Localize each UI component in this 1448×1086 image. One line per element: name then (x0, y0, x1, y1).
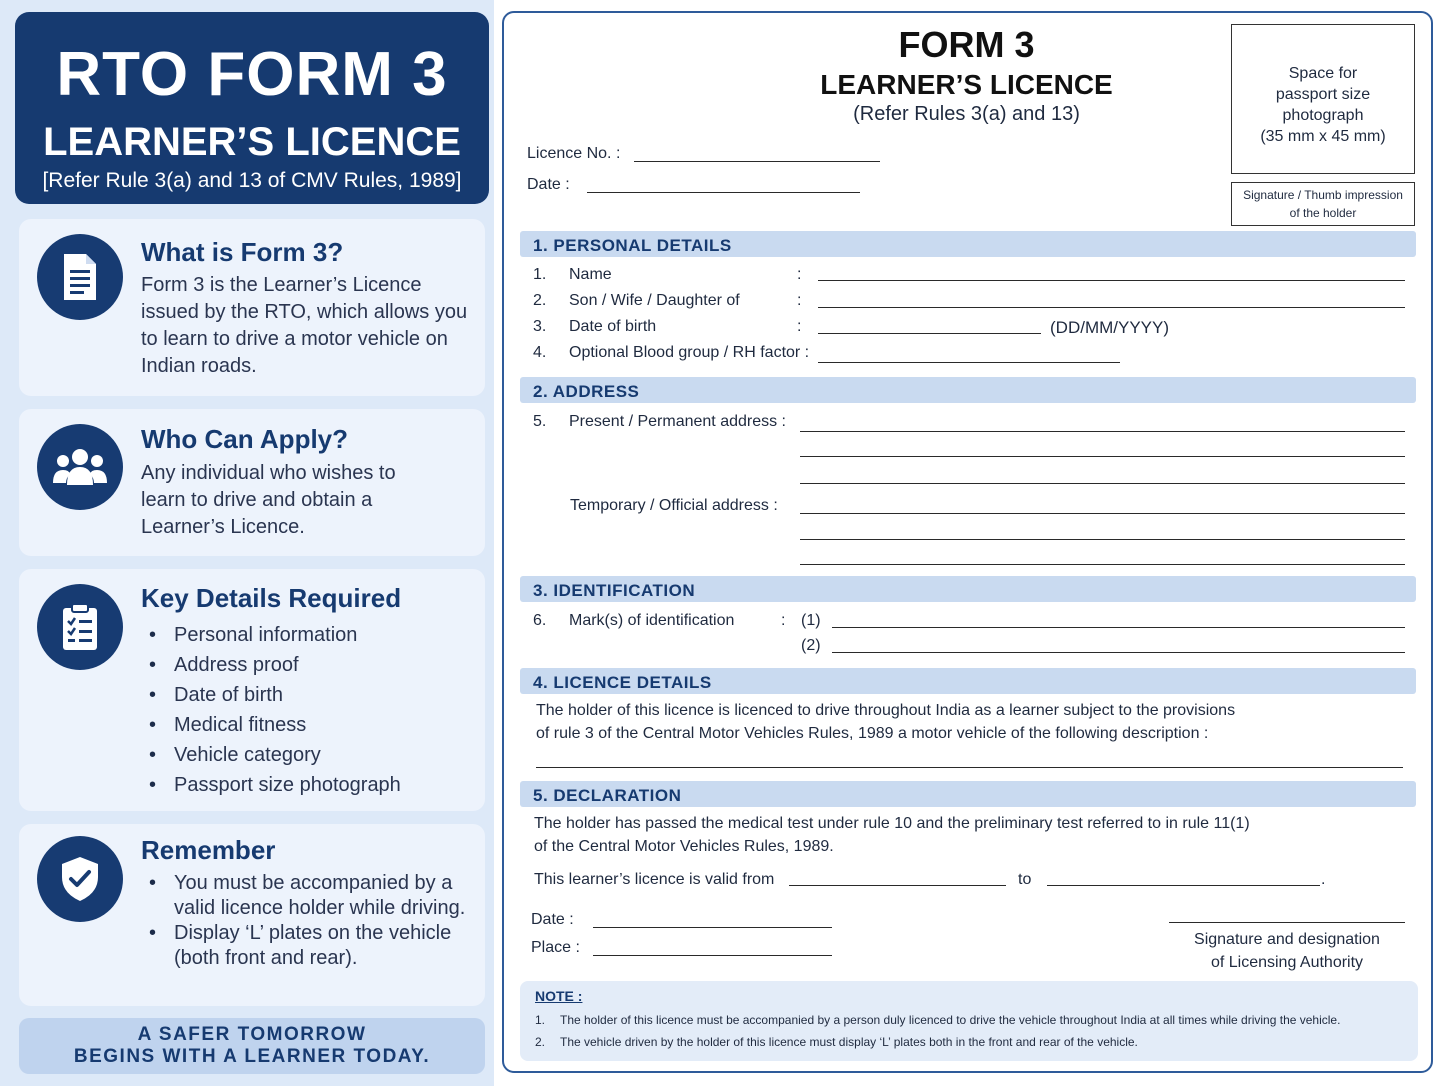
signature-text: of the holder (1289, 206, 1357, 220)
valid-to-field[interactable] (1047, 885, 1320, 886)
parent-label: Son / Wife / Daughter of (569, 292, 740, 309)
dob-format-hint: (DD/MM/YYYY) (1050, 318, 1169, 337)
temporary-address-line-1[interactable] (800, 513, 1405, 514)
mark-2-label: (2) (801, 637, 821, 654)
temporary-address-line-2[interactable] (800, 539, 1405, 540)
section-title: 3. IDENTIFICATION (533, 581, 696, 600)
note-text: The vehicle driven by the holder of this licence must display ‘L’ plates both in the front and rear of the vehicle. (560, 1035, 1138, 1049)
colon: : (797, 266, 802, 283)
vehicle-description-field[interactable] (536, 767, 1403, 768)
photo-text: passport size (1275, 86, 1371, 103)
mark-2-field[interactable] (832, 652, 1405, 653)
date-label: Date : (527, 176, 570, 193)
present-address-line-2[interactable] (800, 456, 1405, 457)
list-item: • Passport size photograph (149, 774, 401, 804)
declaration-date-field[interactable] (593, 927, 832, 928)
note-number: 2. (535, 1035, 546, 1049)
field-number: 6. (533, 612, 547, 629)
what-card (19, 219, 485, 396)
photo-text: (35 mm x 45 mm) (1260, 128, 1386, 145)
tagline-line-1: A SAFER TOMORROW (137, 1024, 367, 1045)
declaration-date-label: Date : (531, 911, 574, 928)
people-icon (37, 424, 123, 510)
dob-label: Date of birth (569, 318, 657, 335)
list-item: • Medical fitness (149, 714, 401, 744)
list-item: • Address proof (149, 654, 401, 684)
name-field[interactable] (818, 280, 1405, 281)
note-box (520, 981, 1418, 1061)
photo-box (1231, 24, 1415, 174)
rule-reference: [Refer Rule 3(a) and 13 of CMV Rules, 1989] (42, 169, 462, 192)
licence-text: The holder of this licence is licenced to drive throughout India as a learner subject to the provisions (536, 702, 1236, 719)
place-label: Place : (531, 939, 580, 956)
colon: : (797, 292, 802, 309)
photo-text: photograph (1282, 107, 1364, 124)
main-subtitle: LEARNER’S LICENCE (43, 120, 461, 164)
present-address-label: Present / Permanent address : (569, 413, 786, 430)
authority-label: of Licensing Authority (1210, 954, 1364, 971)
section-title: 1. PERSONAL DETAILS (533, 236, 732, 255)
section-title: 5. DECLARATION (533, 786, 682, 805)
dob-field[interactable] (818, 333, 1041, 334)
declaration-text: The holder has passed the medical test under rule 10 and the preliminary test referred to in rule 11(1) (534, 815, 1250, 832)
main-title: RTO FORM 3 (56, 40, 448, 109)
list-item: • You must be accompanied by a valid licence holder while driving. (149, 871, 469, 921)
title-banner (15, 12, 489, 204)
mark-1-field[interactable] (832, 627, 1405, 628)
blood-group-field[interactable] (818, 362, 1120, 363)
present-address-line-1[interactable] (800, 431, 1405, 432)
info-panel (0, 0, 494, 1086)
colon: : (781, 612, 786, 629)
form-3-document (502, 11, 1433, 1073)
what-text: Form 3 is the Learner’s Licence issued by the RTO, which allows you to learn to drive a motor vehicle on Indian roads. (141, 274, 468, 377)
licence-no-field[interactable] (634, 161, 880, 162)
temporary-address-line-3[interactable] (800, 564, 1405, 565)
declaration-text: of the Central Motor Vehicles Rules, 1989. (534, 838, 834, 855)
section-identification (520, 576, 1416, 602)
who-heading: Who Can Apply? (141, 424, 349, 454)
section-title: 4. LICENCE DETAILS (533, 673, 712, 692)
valid-from-label: This learner’s licence is valid from (534, 871, 775, 888)
list-item: • Display ‘L’ plates on the vehicle (both front and rear). (149, 921, 469, 971)
who-card (19, 409, 485, 556)
section-licence-details (520, 668, 1416, 694)
identification-label: Mark(s) of identification (569, 612, 735, 629)
temporary-address-label: Temporary / Official address : (570, 497, 778, 514)
remember-heading: Remember (141, 835, 276, 865)
date-field[interactable] (587, 192, 860, 193)
valid-to-label: to (1018, 871, 1032, 888)
field-number: 1. (533, 266, 547, 283)
valid-from-field[interactable] (789, 885, 1006, 886)
remember-card (19, 824, 485, 1006)
full-stop: . (1321, 871, 1326, 888)
list-item: • Date of birth (149, 684, 401, 714)
note-number: 1. (535, 1013, 546, 1027)
section-declaration (520, 781, 1416, 807)
authority-label: Signature and designation (1194, 931, 1380, 948)
blood-group-label: Optional Blood group / RH factor : (569, 344, 810, 361)
form-rules: (Refer Rules 3(a) and 13) (853, 103, 1080, 125)
list-item: • Personal information (149, 624, 401, 654)
section-personal-details (520, 231, 1416, 257)
note-title: NOTE : (535, 988, 583, 1004)
form-subtitle: LEARNER’S LICENCE (820, 69, 1113, 100)
name-label: Name (569, 266, 612, 283)
who-text: Any individual who wishes to learn to drive and obtain a Learner’s Licence. (141, 462, 396, 538)
what-heading: What is Form 3? (141, 237, 344, 267)
authority-signature-field[interactable] (1169, 922, 1405, 923)
clipboard-checklist-icon (37, 584, 123, 670)
document-icon (37, 234, 123, 320)
tagline-line-2: BEGINS WITH A LEARNER TODAY. (73, 1046, 431, 1067)
holder-signature-box (1231, 182, 1415, 226)
place-field[interactable] (593, 955, 832, 956)
key-details-card (19, 569, 485, 811)
note-text: The holder of this licence must be accompanied by a person duly licenced to drive the vehicle throughout India at all times while driving the vehicle. (560, 1013, 1341, 1027)
shield-check-icon (37, 836, 123, 922)
key-list (149, 624, 401, 804)
field-number: 5. (533, 413, 547, 430)
parent-field[interactable] (818, 307, 1405, 308)
section-address (520, 377, 1416, 403)
mark-1-label: (1) (801, 612, 821, 629)
tagline-banner (19, 1018, 485, 1074)
signature-text: Signature / Thumb impression (1243, 188, 1403, 202)
field-number: 2. (533, 292, 547, 309)
section-title: 2. ADDRESS (533, 382, 640, 401)
key-heading: Key Details Required (141, 583, 402, 613)
present-address-line-3[interactable] (800, 483, 1405, 484)
field-number: 4. (533, 344, 547, 361)
licence-text: of rule 3 of the Central Motor Vehicles Rules, 1989 a motor vehicle of the following description : (536, 725, 1209, 742)
form-title: FORM 3 (898, 24, 1035, 65)
list-item: • Vehicle category (149, 744, 401, 774)
photo-text: Space for (1288, 65, 1358, 82)
field-number: 3. (533, 318, 547, 335)
colon: : (797, 318, 802, 335)
remember-list (149, 871, 469, 971)
licence-no-label: Licence No. : (527, 145, 621, 162)
